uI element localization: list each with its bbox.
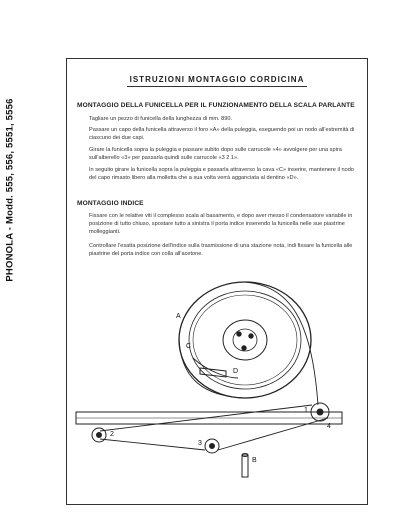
side-model-title-text: PHONOLA - Modd. 555, 556, 5551, 5556: [4, 98, 16, 282]
sheet-title: ISTRUZIONI MONTAGGIO CORDICINA: [129, 75, 305, 84]
label-4: 4: [327, 423, 331, 430]
cord: [100, 282, 328, 450]
pulley-3: [205, 439, 219, 453]
paragraph: Girare la funicella sopra la puleggia e passare subito dopo sulle carrucole «4» avvolgere per una spira sull'alberello «3» per passarla quindi sulle carrucole «3 2 1».: [89, 147, 342, 161]
dial-rail: [76, 412, 342, 424]
paragraph: In seguito girare la funicella sopra la puleggia e passarla attraverso la cava «C» inserire, mantenere il nodo del capo rimasto libero alla molletta che a sua volta verrà agganciata al dentino «D».: [89, 167, 354, 181]
section-heading-funicella: MONTAGGIO DELLA FUNICELLA PER IL FUNZIONAMENTO DELLA SCALA PARLANTE: [77, 102, 355, 109]
paragraph: Passare un capo della funicella attraverso il foro «A» della puleggia, eseguendo poi un nodo all'estremità di ciascuno dei due capi.: [89, 127, 355, 141]
paragraph: Controllare l'esatta posizione dell'indice sulla trasmissione di una stazione nota, indi fissare la funicella alle piastrine del porta indice con colla all'acetone.: [89, 243, 353, 257]
label-2: 2: [110, 431, 114, 438]
label-d: D: [233, 368, 239, 375]
main-pulley: [179, 282, 311, 398]
pulley-2: [92, 428, 106, 442]
label-c: C: [186, 343, 192, 350]
tuning-shaft: [242, 454, 248, 478]
section-heading-indice: MONTAGGIO INDICE: [77, 200, 144, 207]
label-1: 1: [304, 407, 308, 414]
label-3: 3: [198, 440, 202, 447]
label-b: B: [252, 457, 257, 464]
spring-clip: [200, 368, 226, 377]
paragraph: Tagliare un pezzo di funicella della lunghezza di mm. 890.: [89, 116, 233, 122]
paragraph: Fissare con le relative viti il complesso scala al basamento, e dopo aver messo il condensatore variabile in posizione di tutto chiuso, spostare tutto a sinistra il porta indice inserendo la funicella nelle sue piastrine molleggianti.: [89, 213, 353, 235]
label-a: A: [176, 313, 181, 320]
